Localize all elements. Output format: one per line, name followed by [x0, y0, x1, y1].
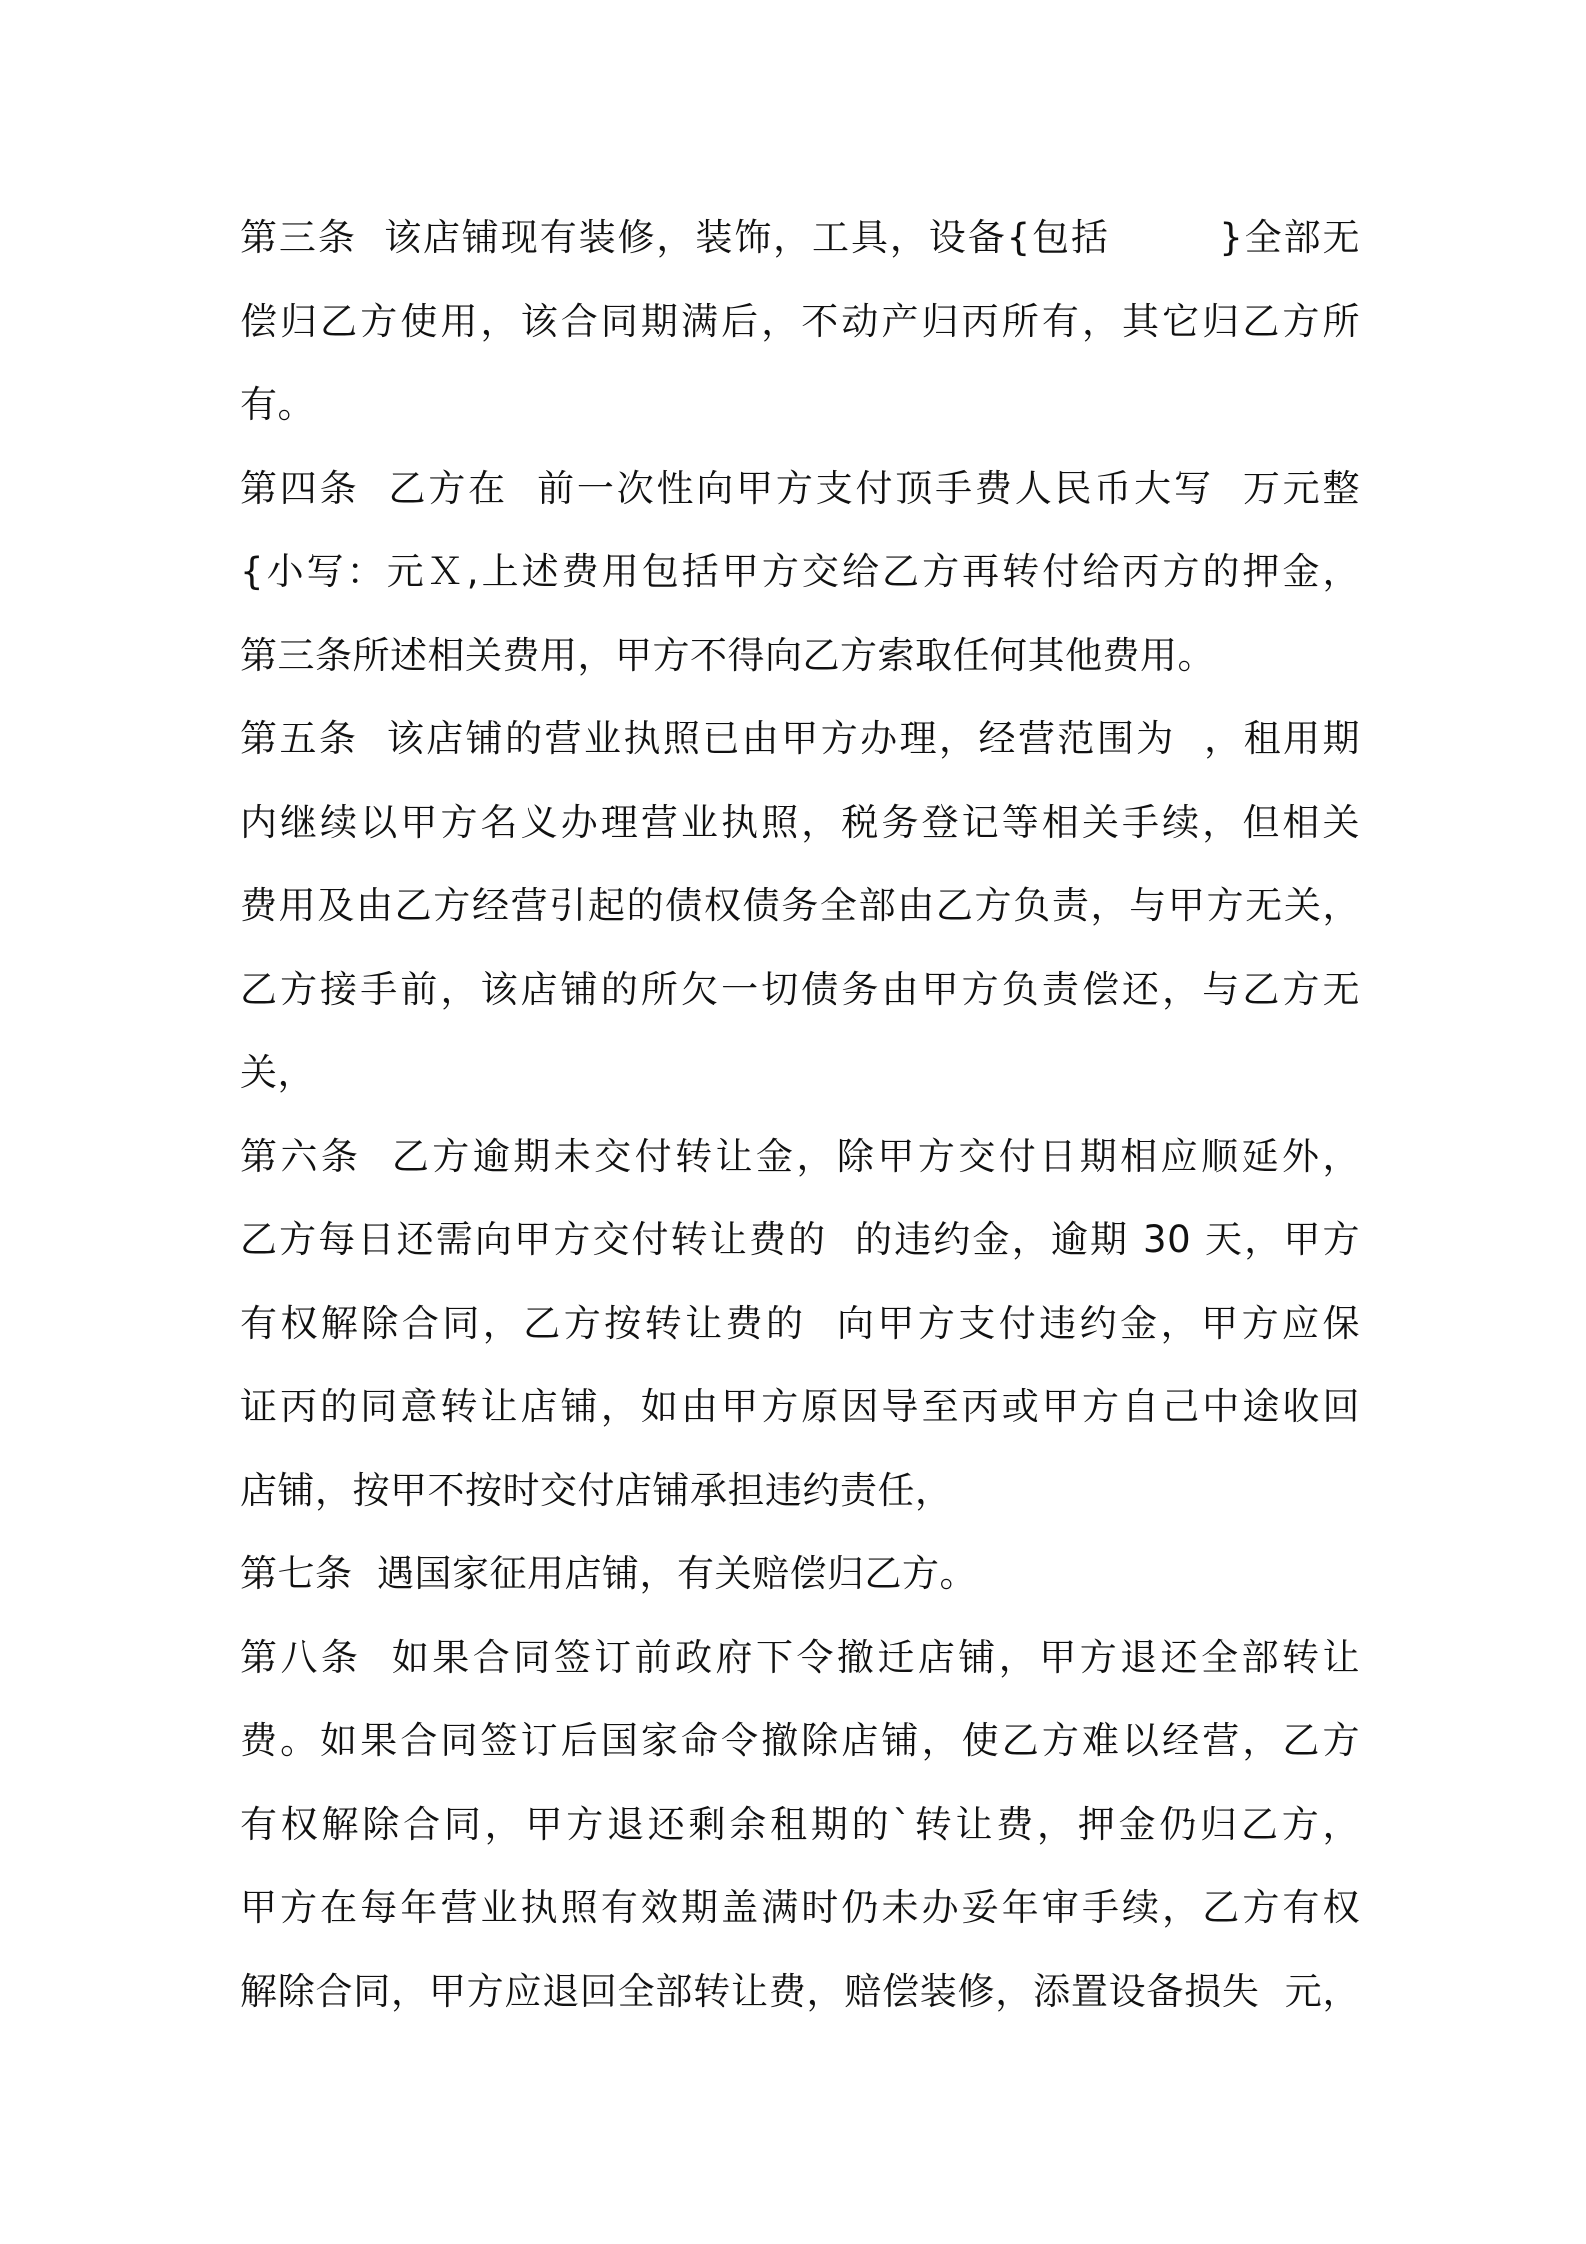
- document-body: [240, 196, 1360, 2033]
- text-line: 乙方接手前，该店铺的所欠一切债务由甲方负责偿还，与乙方无: [240, 967, 1360, 1011]
- text-line: 内继续以甲方名义办理营业执照，税务登记等相关手续，但相关: [240, 800, 1360, 844]
- text-line: 第三条所述相关费用，甲方不得向乙方索取任何其他费用。: [240, 633, 1215, 677]
- text-line: 第八条 如果合同签订前政府下令撤迁店铺，甲方退还全部转让: [240, 1635, 1360, 1679]
- text-line: 有。: [240, 383, 315, 426]
- text-line: 有权解除合同，乙方按转让费的 向甲方支付违约金，甲方应保: [240, 1301, 1360, 1345]
- text-line: 店铺，按甲不按时交付店铺承担违约责任，: [240, 1468, 953, 1512]
- text-line: 乙方每日还需向甲方交付转让费的 的违约金，逾期 30 天，甲方: [240, 1218, 1360, 1261]
- text-line: 有权解除合同，甲方退还剩余租期的`转让费，押金仍归乙方，: [240, 1802, 1360, 1846]
- text-line: 第三条 该店铺现有装修，装饰，工具，设备{包括 }全部无: [240, 216, 1360, 259]
- text-line: 关，: [240, 1051, 315, 1094]
- text-line: 费用及由乙方经营引起的债权债务全部由乙方负责，与甲方无关，: [240, 884, 1360, 927]
- text-line: 证丙的同意转让店铺，如由甲方原因导至丙或甲方自己中途收回: [240, 1385, 1360, 1428]
- text-line: 甲方在每年营业执照有效期盖满时仍未办妥年审手续，乙方有权: [240, 1886, 1360, 1929]
- text-line: 第六条 乙方逾期未交付转让金，除甲方交付日期相应顺延外，: [240, 1134, 1360, 1178]
- text-line: 第五条 该店铺的营业执照已由甲方办理，经营范围为 ，租用期: [240, 717, 1360, 760]
- text-line: 偿归乙方使用，该合同期满后，不动产归丙所有，其它归乙方所: [240, 299, 1360, 343]
- text-line: 解除合同，甲方应退回全部转让费，赔偿装修，添置设备损失 元，: [240, 1969, 1360, 2013]
- text-line: 第七条 遇国家征用店铺，有关赔偿归乙方。: [240, 1552, 978, 1595]
- text-line: {小写：元Ｘ,上述费用包括甲方交给乙方再转付给丙方的押金，: [240, 550, 1360, 593]
- text-line: 第四条 乙方在 前一次性向甲方支付顶手费人民币大写 万元整: [240, 466, 1360, 510]
- text-line: 费。如果合同签订后国家命令撤除店铺，使乙方难以经营，乙方: [240, 1719, 1360, 1762]
